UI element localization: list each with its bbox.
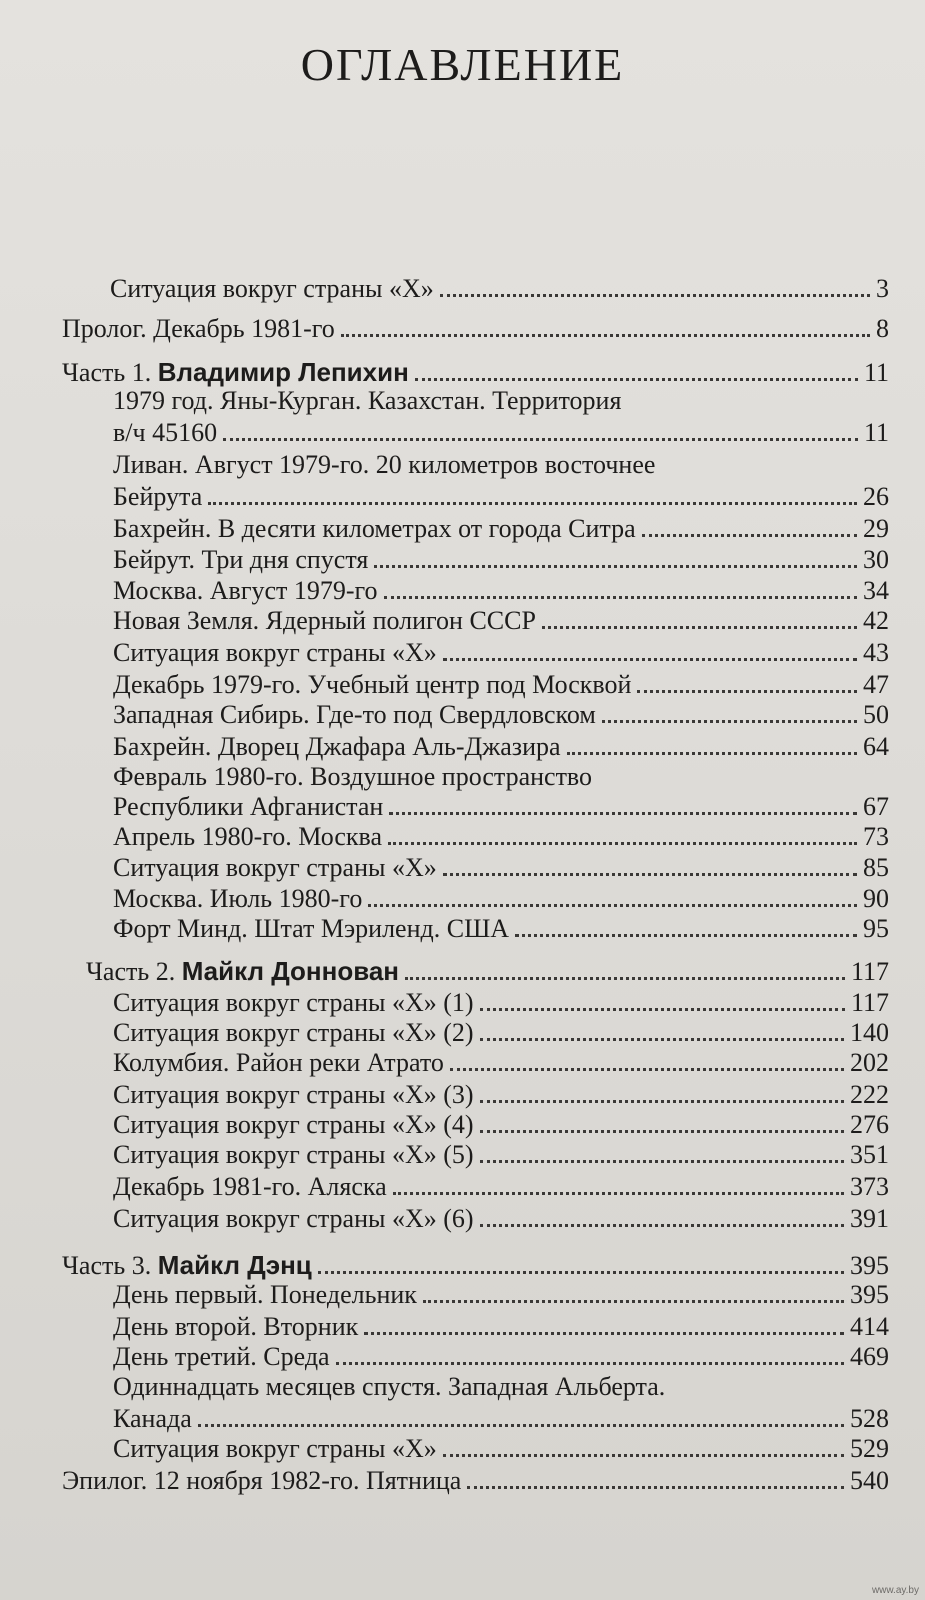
toc-entry-title: День первый. Понедельник	[113, 1280, 417, 1309]
dot-leader	[480, 1100, 844, 1103]
toc-part-heading	[86, 956, 889, 987]
toc-entry-title: Колумбия. Район реки Атрато	[113, 1048, 444, 1077]
dot-leader	[467, 1486, 844, 1489]
toc-entry-title: Ситуация вокруг страны «Х» (6)	[113, 1204, 474, 1233]
toc-entry-title: Москва. Август 1979-го	[113, 576, 378, 605]
page-number: 276	[850, 1110, 889, 1139]
dot-leader	[341, 334, 870, 337]
page-number: 117	[850, 957, 889, 986]
toc-entry	[113, 1140, 889, 1170]
toc-entry	[113, 1172, 889, 1202]
toc-entry-title: Апрель 1980-го. Москва	[113, 822, 383, 851]
toc-entry	[113, 576, 889, 606]
toc-entry-title: Декабрь 1979-го. Учебный центр под Москвой	[113, 670, 632, 699]
toc-entry	[113, 606, 889, 636]
page-number: 90	[863, 884, 889, 913]
toc-entry	[113, 914, 889, 944]
toc-entry-title: Ситуация вокруг страны «Х» (5)	[113, 1140, 474, 1169]
page-number: 395	[850, 1280, 889, 1309]
dot-leader	[415, 378, 858, 381]
toc-entry	[113, 482, 889, 512]
toc-entry	[113, 988, 889, 1018]
page-number: 391	[850, 1204, 889, 1233]
toc-entry	[113, 418, 889, 448]
part-title: Владимир Лепихин	[157, 357, 409, 387]
toc-entry-title: Форт Минд. Штат Мэриленд. США	[113, 914, 510, 943]
dot-leader	[364, 1332, 844, 1335]
toc-entry-title: Ситуация вокруг страны «Х»	[113, 638, 437, 667]
toc-entry	[113, 1110, 889, 1140]
part-number: Часть 3.	[62, 1251, 158, 1280]
toc-entry	[113, 1342, 889, 1372]
dot-leader	[405, 977, 845, 980]
toc-entry	[113, 822, 889, 852]
toc-entry	[62, 1466, 889, 1496]
dot-leader	[480, 1130, 844, 1133]
dot-leader	[443, 1454, 844, 1457]
dot-leader	[542, 626, 857, 629]
dot-leader	[637, 690, 857, 693]
dot-leader	[480, 1224, 844, 1227]
dot-leader	[602, 720, 857, 723]
dot-leader	[443, 873, 857, 876]
page-number: 540	[850, 1466, 889, 1495]
toc-entry-title: Бахрейн. Дворец Джафара Аль-Джазира	[113, 732, 561, 761]
dot-leader	[388, 842, 857, 845]
toc-entry-title	[86, 956, 399, 987]
toc-entry-title: Канада	[113, 1404, 192, 1433]
part-number: Часть 2.	[86, 957, 182, 986]
page-number: 8	[876, 314, 889, 343]
toc-entry	[113, 1434, 889, 1464]
toc-entry-title-line: Одиннадцать месяцев спустя. Западная Альберта.	[113, 1372, 666, 1401]
toc-entry-title: Декабрь 1981-го. Аляска	[113, 1172, 387, 1201]
toc-entry	[113, 1048, 889, 1078]
toc-entry	[113, 1080, 889, 1110]
toc-entry-title: Западная Сибирь. Где-то под Свердловском	[113, 700, 596, 729]
toc-entry	[113, 1404, 889, 1434]
toc-entry-title: Ситуация вокруг страны «Х» (4)	[113, 1110, 474, 1139]
page-number: 26	[863, 482, 889, 511]
watermark: www.ay.by	[871, 1585, 919, 1596]
part-number: Часть 1.	[62, 358, 158, 387]
toc-entry	[113, 853, 889, 883]
dot-leader	[440, 294, 870, 297]
toc-part-heading	[62, 1250, 889, 1281]
toc-entry-title: Республики Афганистан	[113, 792, 384, 821]
part-title: Майкл Дэнц	[157, 1250, 312, 1280]
toc-entry-title: Ситуация вокруг страны «Х» (3)	[113, 1080, 474, 1109]
toc-entry-title: Ситуация вокруг страны «Х»	[113, 853, 437, 882]
toc-entry-title: Бейрута	[113, 482, 203, 511]
page-number: 528	[850, 1404, 889, 1433]
page-number: 85	[863, 853, 889, 882]
toc-entry	[113, 700, 889, 730]
page-number: 50	[863, 700, 889, 729]
toc-entry-title: Ситуация вокруг страны «Х» (2)	[113, 1018, 474, 1047]
toc-entry-title	[62, 1250, 312, 1281]
toc-entry	[113, 1018, 889, 1048]
toc-entry-title: в/ч 45160	[113, 418, 218, 447]
page-number: 29	[863, 514, 889, 543]
page-number: 140	[850, 1018, 889, 1047]
page-number: 395	[850, 1251, 889, 1280]
page-number: 42	[863, 606, 889, 635]
toc-entry	[113, 1280, 889, 1310]
dot-leader	[374, 565, 857, 568]
part-title: Майкл Доннован	[181, 956, 400, 986]
page-number: 373	[850, 1172, 889, 1201]
toc-entry	[110, 274, 889, 304]
toc-entry-title-line: Февраль 1980-го. Воздушное пространство	[113, 762, 593, 791]
dot-leader	[515, 934, 857, 937]
dot-leader	[208, 502, 857, 505]
dot-leader	[642, 534, 857, 537]
toc-entry-title-line: 1979 год. Яны-Курган. Казахстан. Территория	[113, 386, 622, 415]
toc-entry-title-line: Ливан. Август 1979-го. 20 километров восточнее	[113, 450, 656, 479]
dot-leader	[389, 812, 857, 815]
page-number: 117	[850, 988, 889, 1017]
dot-leader	[198, 1424, 844, 1427]
toc-entry-title: Бахрейн. В десяти километрах от города Ситра	[113, 514, 636, 543]
page-number: 351	[850, 1140, 889, 1169]
page-title: ОГЛАВЛЕНИЕ	[300, 39, 625, 90]
dot-leader	[423, 1300, 844, 1303]
page-number: 47	[863, 670, 889, 699]
page-number: 222	[850, 1080, 889, 1109]
toc-entry	[113, 545, 889, 575]
page-number: 202	[850, 1048, 889, 1077]
dot-leader	[480, 1008, 845, 1011]
page-number: 73	[863, 822, 889, 851]
toc-entry	[113, 884, 889, 914]
page-number: 30	[863, 545, 889, 574]
page-number: 529	[850, 1434, 889, 1463]
toc-entry-title	[62, 357, 409, 388]
dot-leader	[443, 658, 857, 661]
page-number: 414	[850, 1312, 889, 1341]
toc-entry	[113, 638, 889, 668]
page-number: 11	[863, 358, 889, 387]
dot-leader	[480, 1160, 844, 1163]
dot-leader	[450, 1068, 844, 1071]
toc-entry-title: Эпилог. 12 ноября 1982-го. Пятница	[62, 1466, 462, 1495]
page-number: 469	[850, 1342, 889, 1371]
toc-entry	[113, 1312, 889, 1342]
page-number: 43	[863, 638, 889, 667]
toc-entry	[62, 314, 889, 344]
toc-entry	[113, 732, 889, 762]
toc-entry-title: Ситуация вокруг страны «Х» (1)	[113, 988, 474, 1017]
page-number: 64	[863, 732, 889, 761]
dot-leader	[223, 438, 858, 441]
toc-entry-title: День третий. Среда	[113, 1342, 330, 1371]
dot-leader	[567, 752, 857, 755]
page-number: 3	[876, 274, 889, 303]
toc-entry	[113, 514, 889, 544]
dot-leader	[480, 1038, 844, 1041]
page-number: 95	[863, 914, 889, 943]
page-number: 11	[863, 418, 889, 447]
toc-entry-title: Ситуация вокруг страны «Х»	[113, 1434, 437, 1463]
dot-leader	[368, 904, 857, 907]
dot-leader	[318, 1271, 844, 1274]
toc-entry-title: День второй. Вторник	[113, 1312, 359, 1341]
toc-entry-title: Бейрут. Три дня спустя	[113, 545, 369, 574]
toc-part-heading	[62, 357, 889, 388]
toc-entry	[113, 792, 889, 822]
toc-entry-title: Ситуация вокруг страны «Х»	[110, 274, 434, 303]
page-number: 67	[863, 792, 889, 821]
dot-leader	[336, 1362, 844, 1365]
toc-entry	[113, 1204, 889, 1234]
toc-entry	[113, 670, 889, 700]
page-number: 34	[863, 576, 889, 605]
toc-entry-title: Новая Земля. Ядерный полигон СССР	[113, 606, 536, 635]
dot-leader	[393, 1192, 844, 1195]
dot-leader	[384, 596, 857, 599]
toc-entry-title: Москва. Июль 1980-го	[113, 884, 363, 913]
toc-entry-title: Пролог. Декабрь 1981-го	[62, 314, 335, 343]
